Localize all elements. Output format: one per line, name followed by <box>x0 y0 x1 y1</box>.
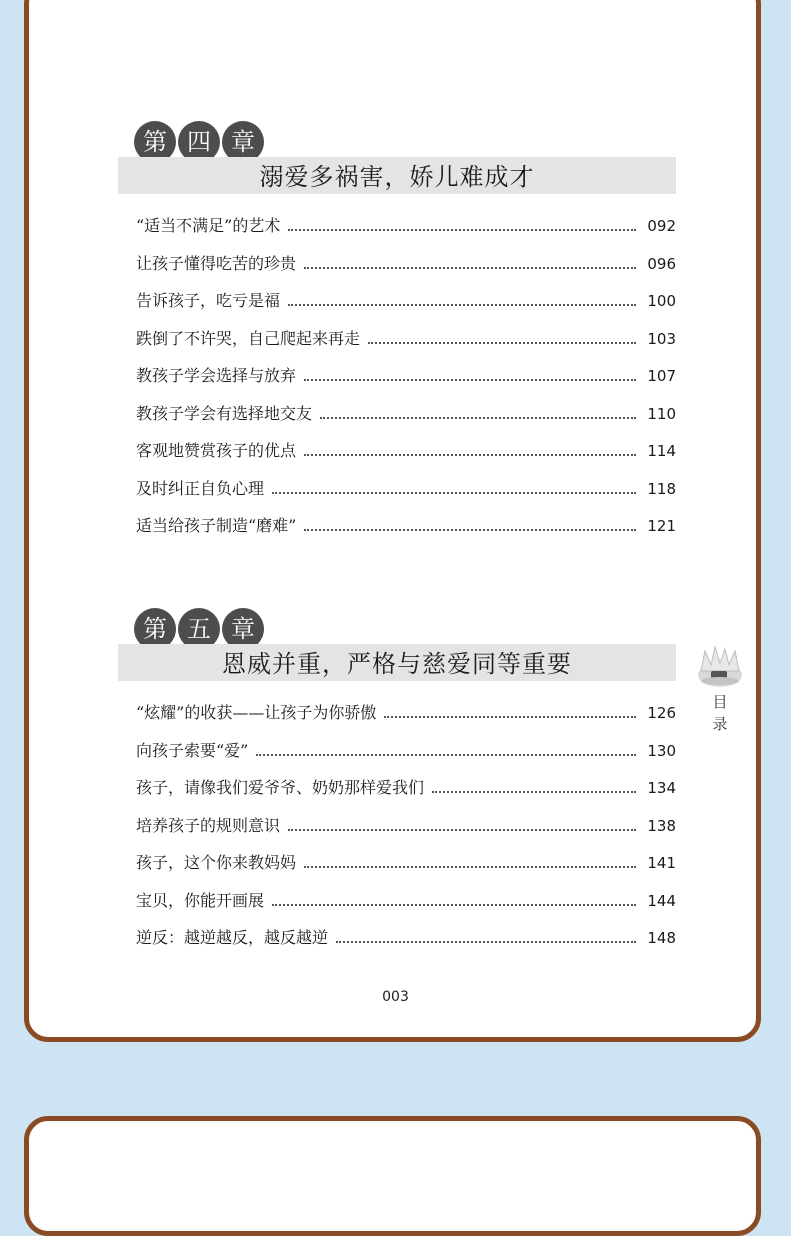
toc-entry-title: 孩子，请像我们爱爷爷、奶奶那样爱我们 <box>136 778 425 797</box>
toc-entry-page: 110 <box>647 404 676 423</box>
chapter-badge-chapter: 章 <box>222 121 264 163</box>
toc-entry-title: 教孩子学会选择与放弃 <box>136 366 297 385</box>
page-number: 003 <box>382 989 409 1005</box>
toc-entry[interactable] <box>136 401 676 439</box>
leader-dots <box>384 716 636 718</box>
leader-dots <box>272 492 636 494</box>
leader-dots <box>304 454 636 456</box>
toc-entry-page: 134 <box>647 779 676 797</box>
leader-dots <box>336 941 636 943</box>
toc-entry[interactable] <box>136 363 676 401</box>
chapter-five <box>118 608 678 678</box>
leader-dots <box>304 866 636 868</box>
chapter-four <box>118 121 678 191</box>
toc-entry-page: 092 <box>647 217 676 235</box>
toc-entry[interactable] <box>136 925 676 963</box>
chapter-badge-chapter: 章 <box>222 608 264 650</box>
leader-dots <box>304 379 636 381</box>
toc-entry-title: 跌倒了不许哭，自己爬起来再走 <box>136 328 361 348</box>
toc-list-chapter-five <box>136 700 676 963</box>
toc-entry[interactable] <box>136 513 676 551</box>
toc-entry[interactable] <box>136 476 676 514</box>
next-page-card <box>24 1116 761 1236</box>
toc-entry-page: 100 <box>647 292 676 310</box>
toc-entry[interactable] <box>136 813 676 851</box>
toc-list-chapter-four <box>136 213 676 551</box>
chapter-title-bar <box>118 644 676 681</box>
toc-entry-title: 让孩子懂得吃苦的珍贵 <box>136 253 297 273</box>
toc-entry[interactable] <box>136 738 676 776</box>
toc-entry-title: 告诉孩子，吃亏是福 <box>136 291 281 310</box>
chapter-title-bar <box>118 157 676 194</box>
toc-entry-page: 118 <box>647 479 676 498</box>
leader-dots <box>320 417 636 419</box>
leader-dots <box>304 267 636 269</box>
chapter-badge-first: 第 <box>134 608 176 650</box>
toc-entry-page: 138 <box>647 816 676 835</box>
leader-dots <box>288 229 636 231</box>
side-tab-contents[interactable] <box>693 645 747 735</box>
toc-entry-page: 107 <box>647 367 676 385</box>
side-tab-label-lu: 录 <box>712 715 728 733</box>
side-tab-label-mu: 目 <box>712 693 728 711</box>
toc-entry-page: 148 <box>647 929 676 947</box>
toc-entry-title: 及时纠正自负心理 <box>136 478 265 498</box>
chapter-badge-number: 四 <box>178 121 220 163</box>
toc-entry-page: 126 <box>647 704 676 722</box>
leader-dots <box>288 829 636 831</box>
leader-dots <box>256 754 636 756</box>
toc-entry-page: 141 <box>647 854 676 872</box>
toc-entry-page: 114 <box>647 442 676 460</box>
leader-dots <box>304 529 636 531</box>
toc-entry[interactable] <box>136 700 676 738</box>
leader-dots <box>288 304 636 306</box>
toc-entry-title: 适当给孩子制造“磨难” <box>136 516 297 535</box>
toc-entry-page: 103 <box>647 329 676 348</box>
toc-entry-page: 130 <box>647 741 676 760</box>
toc-entry-title: 向孩子索要“爱” <box>136 740 249 760</box>
leader-dots <box>432 791 636 793</box>
toc-entry[interactable] <box>136 438 676 476</box>
toc-entry-title: 教孩子学会有选择地交友 <box>136 403 313 423</box>
chapter-badge-first: 第 <box>134 121 176 163</box>
toc-entry-page: 144 <box>647 891 676 910</box>
toc-entry-page: 096 <box>647 254 676 273</box>
toc-entry-title: 孩子，这个你来教妈妈 <box>136 853 297 872</box>
toc-entry-title: 客观地赞赏孩子的优点 <box>136 441 297 460</box>
toc-entry-title: 培养孩子的规则意识 <box>136 815 281 835</box>
chapter-title: 恩威并重，严格与慈爱同等重要 <box>222 650 572 678</box>
toc-entry[interactable] <box>136 213 676 251</box>
toc-entry[interactable] <box>136 288 676 326</box>
toc-entry-page: 121 <box>647 517 676 535</box>
crown-illustration-icon <box>693 645 747 691</box>
chapter-badge-number: 五 <box>178 608 220 650</box>
toc-entry[interactable] <box>136 888 676 926</box>
toc-entry[interactable] <box>136 326 676 364</box>
toc-entry-title: 逆反：越逆越反，越反越逆 <box>136 928 329 947</box>
toc-entry-title: “适当不满足”的艺术 <box>136 216 281 235</box>
toc-entry-title: “炫耀”的收获——让孩子为你骄傲 <box>136 703 377 722</box>
toc-entry[interactable] <box>136 850 676 888</box>
chapter-title: 溺爱多祸害，娇儿难成才 <box>259 163 535 191</box>
toc-entry[interactable] <box>136 775 676 813</box>
leader-dots <box>368 342 636 344</box>
leader-dots <box>272 904 636 906</box>
toc-entry-title: 宝贝，你能开画展 <box>136 890 265 910</box>
toc-entry[interactable] <box>136 251 676 289</box>
